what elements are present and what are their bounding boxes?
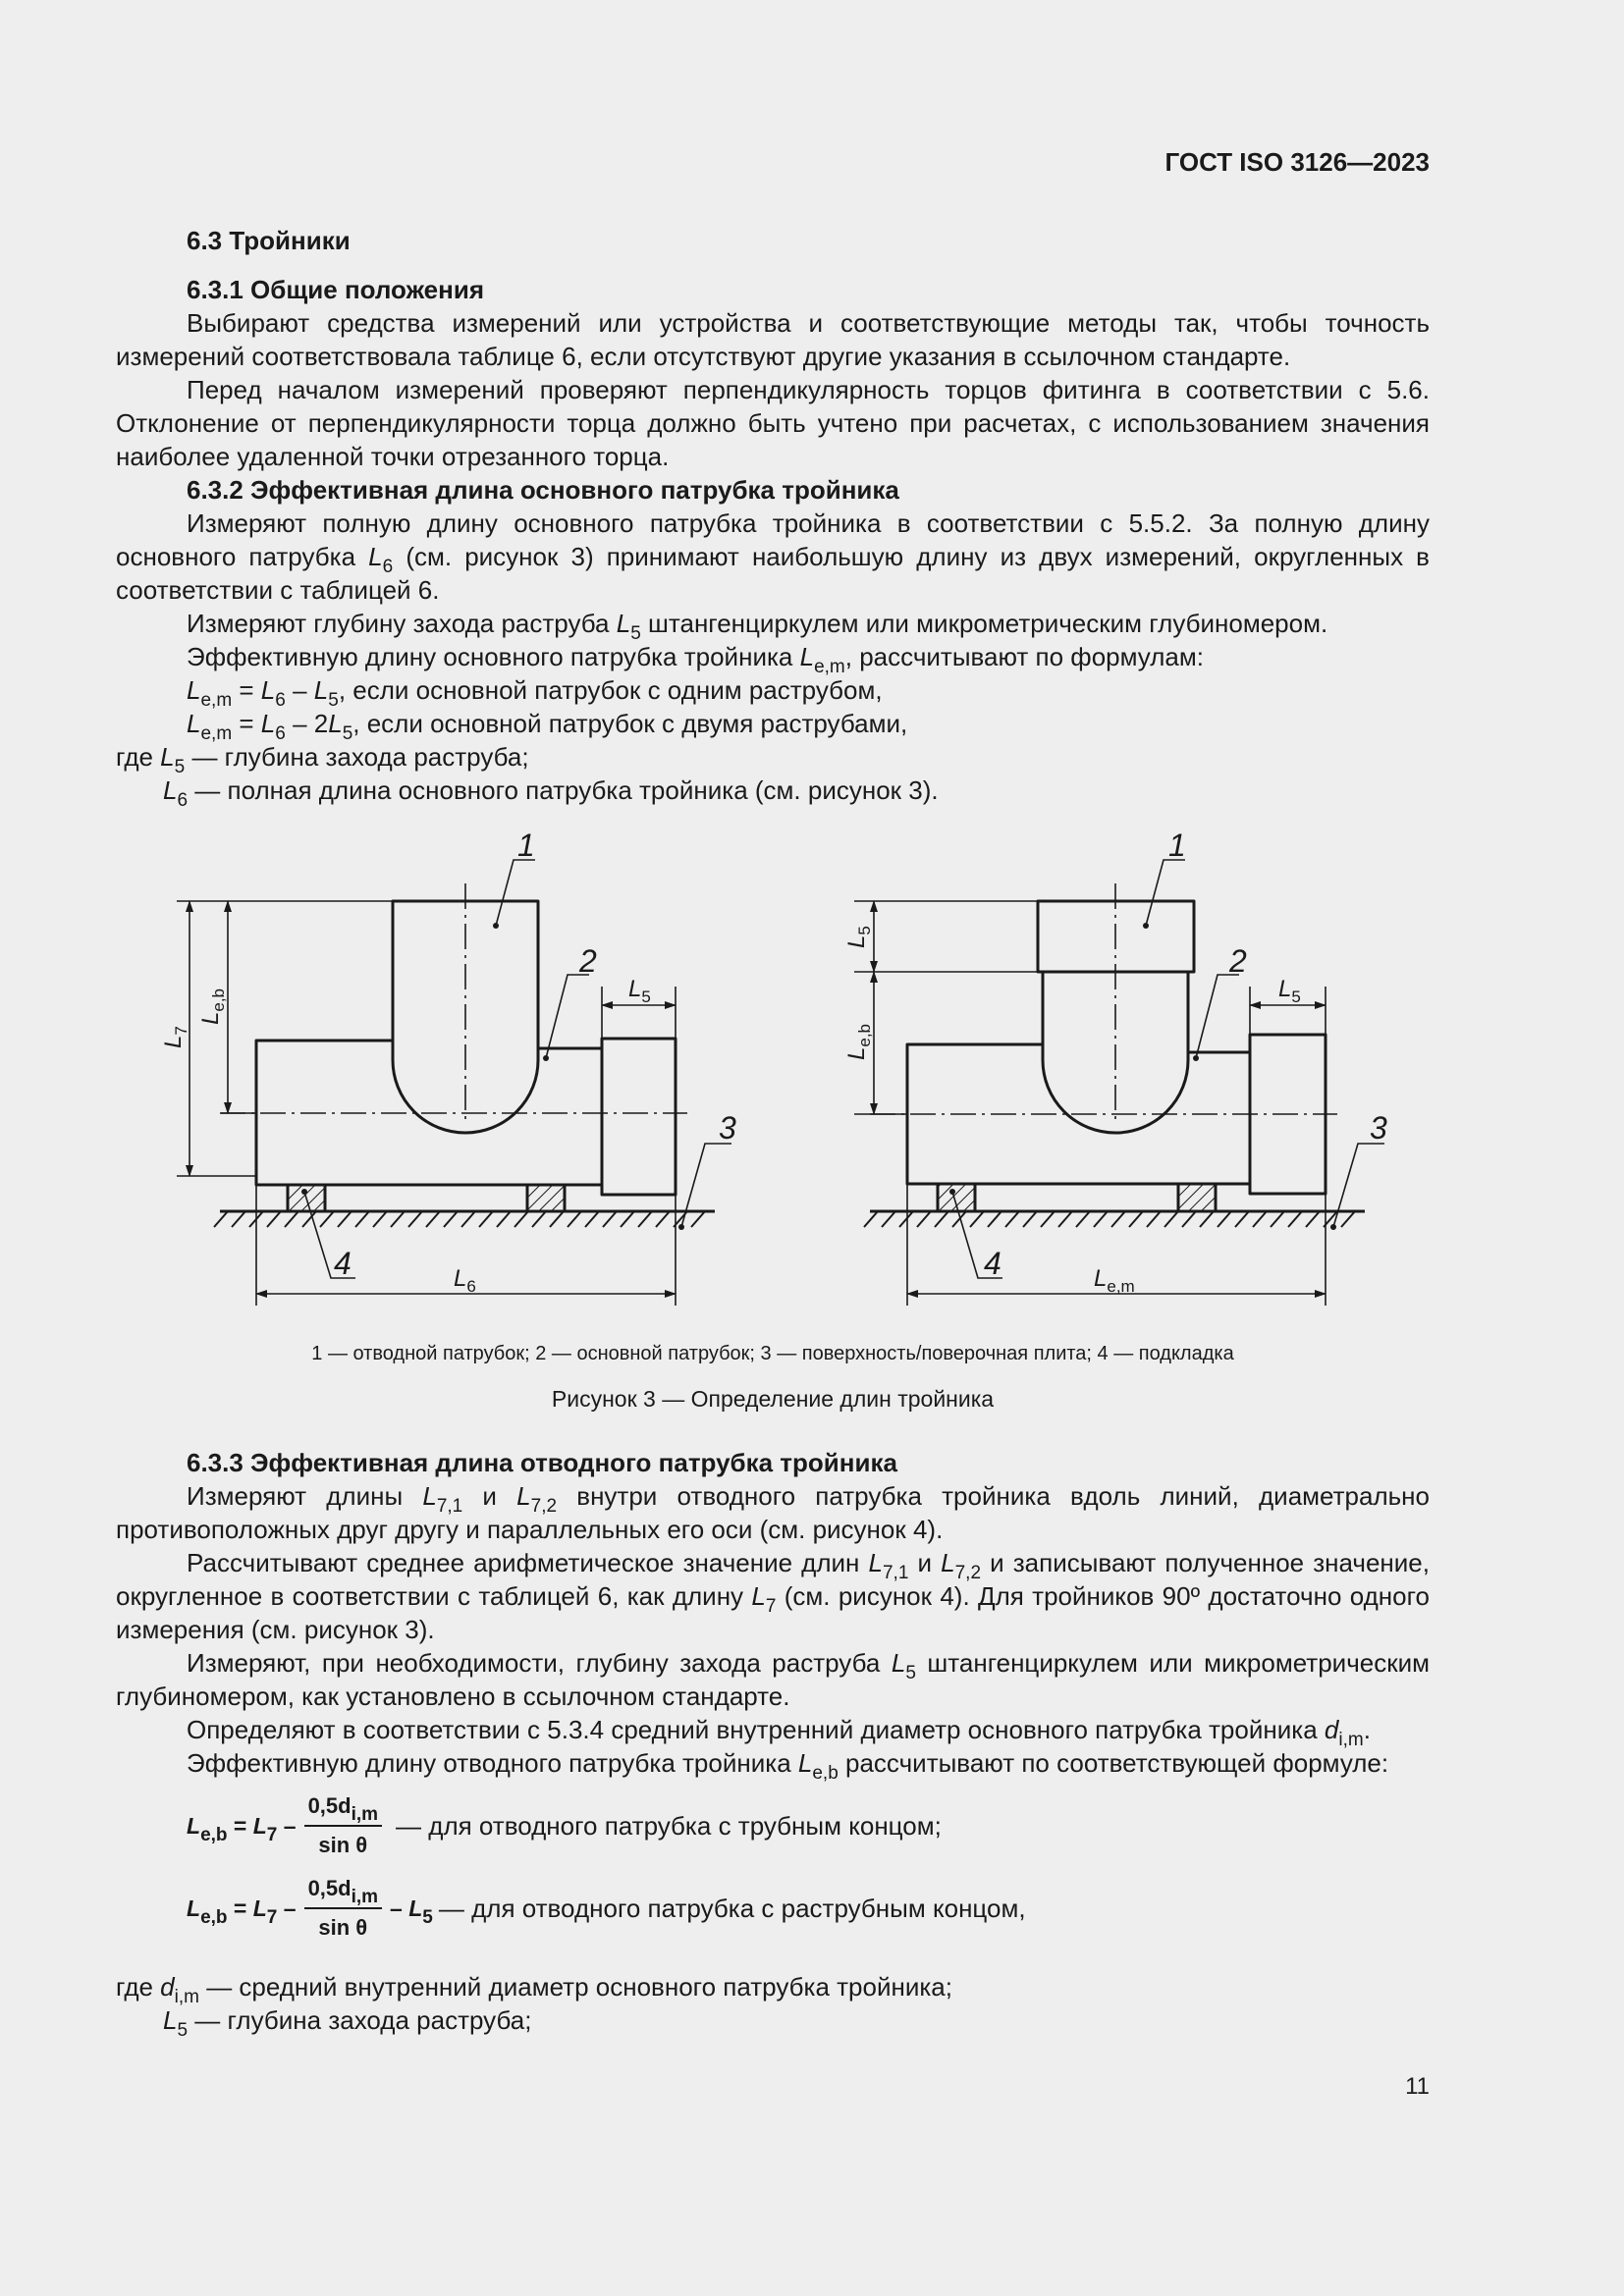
paragraph: Измеряют полную длину основного патрубка тройника в соответствии с 5.5.2. За полную длину основного патрубка $L_6$ (см. рисунок 3) принимают наибольшую длину из двух измерений, округленных в соответствии с таблицей 6. (116, 508, 1430, 605)
callout-4: 4 (984, 1246, 1001, 1281)
paragraph: Определяют в соответствии с 5.3.4 средний внутренний диаметр основного патрубка тройника $d_{i,m}$. (187, 1715, 1371, 1750)
paragraph: Измеряют глубину захода раструба $L_5$ штангенциркулем или микрометрическим глубиномером. (187, 609, 1328, 644)
where-line: где $d_{i,m}$ — средний внутренний диаметр основного патрубка тройника; (116, 1972, 952, 2007)
section-title: 6.3 Тройники (187, 226, 351, 255)
dim-label-Leb: $L_{e,b}$ (197, 988, 228, 1025)
callout-2: 2 (579, 943, 597, 979)
right-tee (907, 901, 1326, 1194)
section-6-3 (116, 224, 1430, 811)
where-line: где $L_5$ — глубина захода раструба; (116, 742, 529, 777)
dimension-lines (177, 860, 1384, 1306)
formula-branch-socket-end: $L_{e,b} = L_7$ – $\frac{0,5d_{i,m}}{\text{sin θ}}$ – $L_5$ — для отводного патрубка с раструбным концом, (116, 1872, 1430, 1945)
figure-caption: Рисунок 3 — Определение длин тройника (551, 1386, 995, 1412)
dim-label-L5: $L_5$ (1278, 976, 1301, 1006)
support-block (527, 1185, 565, 1211)
paragraph: Рассчитывают среднее арифметическое значение длин $L_{7,1}$ и $L_{7,2}$ и записывают полученное значение, округленное в соответствии с таблицей 6, как длину $L_7$ (см. рисунок 4). Для тройников 90º достаточно одного измерения (см. рисунок 3). (116, 1548, 1430, 1644)
paragraph: Выбирают средства измерений или устройства и соответствующие методы так, чтобы точность измерений соответствовала таблице 6, если отсутствуют другие указания в ссылочном стандарте. (116, 308, 1430, 371)
subsection-title: 6.3.2 Эффективная длина основного патрубка тройника (187, 475, 899, 505)
where-line: $L_6$ — полная длина основного патрубка тройника (см. рисунок 3). (163, 775, 939, 811)
subsection-title: 6.3.1 Общие положения (187, 275, 484, 304)
paragraph: Эффективную длину основного патрубка тройника $L_{e,m}$, рассчитывают по формулам: (187, 642, 1204, 677)
subsection-title: 6.3.3 Эффективная длина отводного патрубка тройника (187, 1448, 897, 1477)
document-code: ГОСТ ISO 3126—2023 (1164, 147, 1430, 177)
dim-label-L5: $L_5$ (628, 976, 651, 1006)
paragraph: Эффективную длину отводного патрубка тройника $L_{e,b}$ рассчитывают по соответствующей формуле: (187, 1748, 1389, 1784)
callout-3: 3 (719, 1110, 736, 1146)
dim-label-Leb: $L_{e,b}$ (843, 1024, 874, 1060)
dim-label-L7: $L_7$ (160, 1026, 190, 1048)
callout-4: 4 (334, 1246, 352, 1281)
figure-3-diagram (0, 815, 1624, 1325)
support-block (1178, 1184, 1216, 1211)
ground-hatching (214, 1211, 1355, 1227)
callout-1: 1 (517, 828, 535, 863)
dim-label-Lem: $L_{e,m}$ (1094, 1265, 1135, 1296)
dim-label-L5: $L_5$ (843, 926, 874, 948)
callout-3: 3 (1370, 1110, 1387, 1146)
paragraph: Перед началом измерений проверяют перпендикулярность торцов фитинга в соответствии с 5.6. Отклонение от перпендикулярности торца должно быть учтено при расчетах, с использованием значения наиболее удаленной точки отрезанного торца. (116, 375, 1430, 471)
center-axes (220, 883, 1337, 1119)
page-number: 11 (1405, 2073, 1430, 2100)
callout-2: 2 (1229, 943, 1247, 979)
where-line: $L_5$ — глубина захода раструба; (163, 2005, 532, 2041)
callout-1: 1 (1168, 828, 1186, 863)
figure-legend: 1 — отводной патрубок; 2 — основной патрубок; 3 — поверхность/поверочная плита; 4 — подкладка (311, 1343, 1234, 1364)
formula-line: $L_{e,m} = L_6 - L_5$, если основной патрубок с одним раструбом, (187, 675, 883, 711)
dim-label-L6: $L_6$ (454, 1265, 476, 1296)
section-6-3-3 (116, 1446, 1430, 2041)
paragraph: Измеряют длины $L_{7,1}$ и $L_{7,2}$ внутри отводного патрубка тройника вдоль линий, диаметрально противоположных друг другу и параллельных его оси (см. рисунок 4). (116, 1481, 1430, 1544)
formula-branch-pipe-end: $L_{e,b} = L_7$ – $\frac{0,5d_{i,m}}{\text{sin θ}}$ — для отводного патрубка с трубным концом; (116, 1789, 1430, 1862)
formula-line: $L_{e,m} = L_6 - 2L_5$, если основной патрубок с двумя раструбами, (187, 709, 908, 744)
paragraph: Измеряют, при необходимости, глубину захода раструба $L_5$ штангенциркулем или микрометрическим глубиномером, как установлено в ссылочном стандарте. (116, 1648, 1430, 1711)
